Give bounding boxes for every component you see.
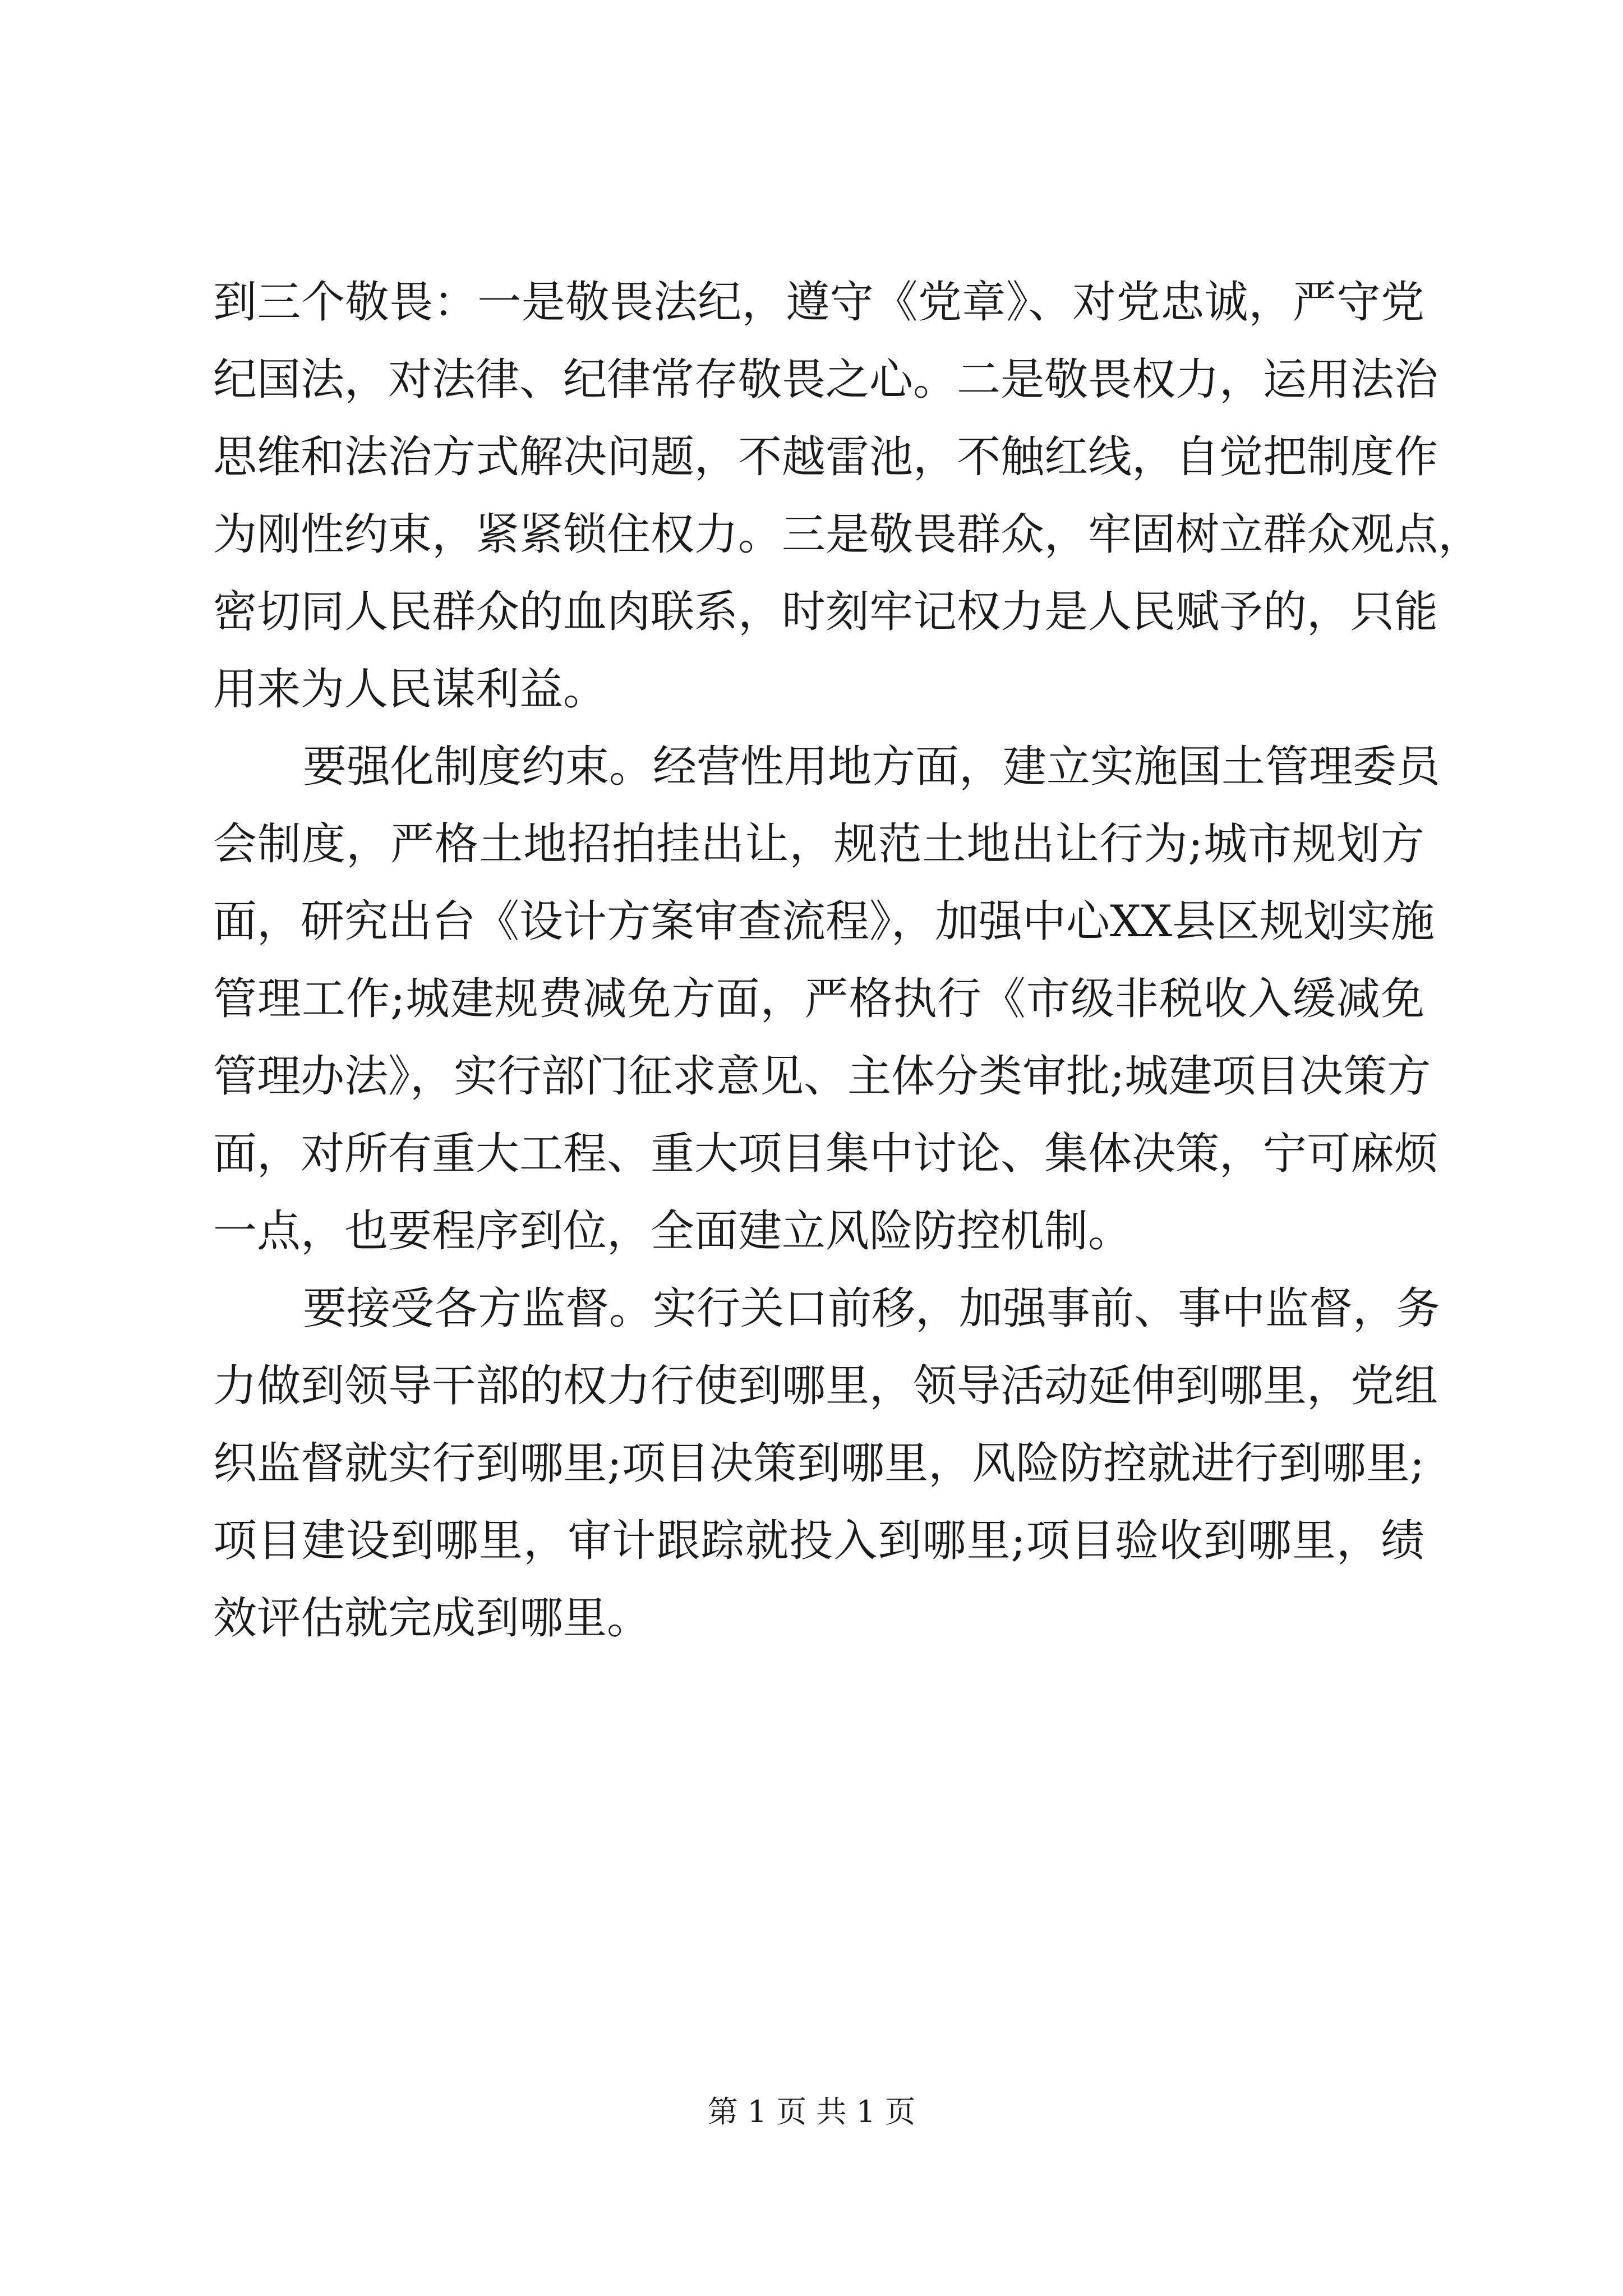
text-line: 会制度，严格土地招拍挂出让，规范土地出让行为;城市规划方: [213, 819, 1424, 869]
text-line: 面，对所有重大工程、重大项目集中讨论、集体决策，宁可麻烦: [213, 1129, 1438, 1179]
text-line: 效评估就完成到哪里。: [213, 1593, 651, 1644]
text-line: 面，研究出台《设计方案审查流程》，加强中心XX县区规划实施: [213, 896, 1435, 947]
text-line: 管理办法》，实行部门征求意见、主体分类审批;城建项目决策方: [213, 1051, 1431, 1102]
text-line: 一点，也要程序到位，全面建立风险防控机制。: [213, 1206, 1132, 1257]
text-line: 管理工作;城建规费减免方面，严格执行《市级非税收入缓减免: [213, 974, 1424, 1024]
text-line: 纪国法，对法律、纪律常存敬畏之心。二是敬畏权力，运用法治: [213, 355, 1438, 405]
paragraph-2: [213, 728, 1441, 1270]
body-text: [213, 264, 1482, 1657]
text-line: 用来为人民谋利益。: [213, 664, 607, 715]
paragraph-3: [213, 1270, 1441, 1657]
paragraph-1: [213, 264, 1482, 728]
text-line: 为刚性约束，紧紧锁住权力。三是敬畏群众，牢固树立群众观点，: [213, 509, 1482, 560]
text-line: 织监督就实行到哪里;项目决策到哪里，风险防控就进行到哪里;: [213, 1438, 1424, 1489]
text-line: 项目建设到哪里，审计跟踪就投入到哪里;项目验收到哪里，绩: [213, 1516, 1424, 1566]
text-line: 要强化制度约束。经营性用地方面，建立实施国土管理委员: [303, 742, 1441, 792]
text-line: 密切同人民群众的血肉联系，时刻牢记权力是人民赋予的，只能: [213, 587, 1438, 637]
text-line: 要接受各方监督。实行关口前移，加强事前、事中监督，务: [303, 1283, 1441, 1334]
text-line: 到三个敬畏：一是敬畏法纪，遵守《党章》、对党忠诚，严守党: [213, 277, 1424, 328]
page-number-footer: 第 1 页 共 1 页: [707, 2094, 916, 2129]
text-line: 思维和法治方式解决问题，不越雷池，不触红线，自觉把制度作: [213, 432, 1438, 482]
text-line: 力做到领导干部的权力行使到哪里，领导活动延伸到哪里，党组: [213, 1361, 1438, 1411]
